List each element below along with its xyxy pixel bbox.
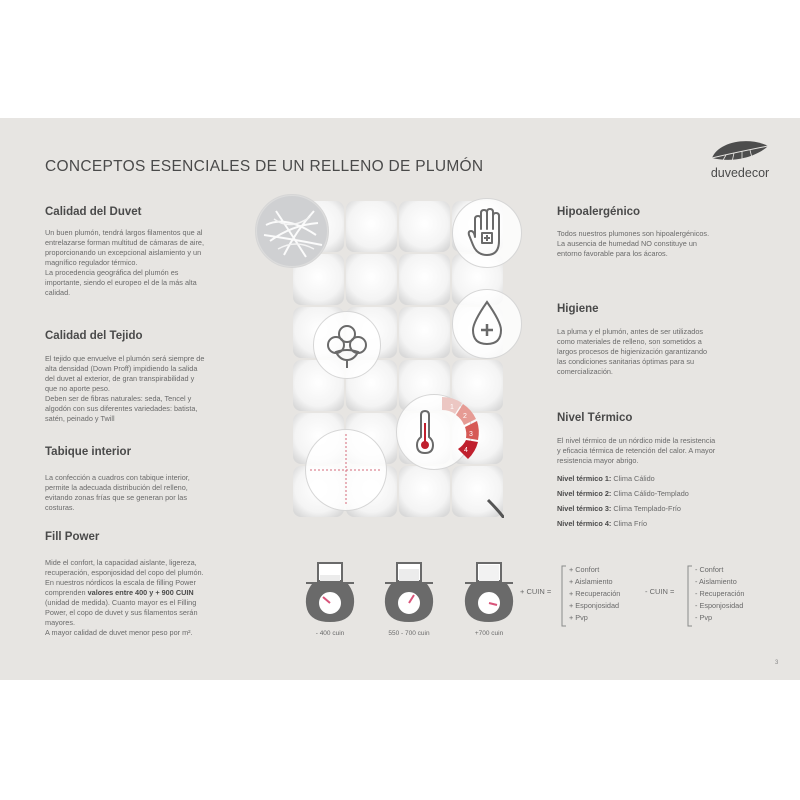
scale-icon-medium: [377, 561, 441, 633]
text-calidad-tejido: [45, 354, 260, 424]
text-nivel-termico: [557, 436, 772, 466]
text-line: evitando zonas frías que se generan por las: [45, 493, 187, 502]
list-item: + Recuperación: [569, 589, 621, 598]
text-line: satén, peinado y Twill: [45, 414, 115, 423]
text-line: La ausencia de humedad NO constituye un: [557, 239, 697, 248]
hygiene-drop-icon: [453, 290, 521, 358]
text-line: En nuestros nórdicos la escala de filling Power: [45, 578, 196, 587]
cotton-icon: [314, 312, 380, 378]
hypoallergenic-hand-icon: [453, 199, 521, 267]
text-line: mayores.: [45, 618, 76, 627]
text-line: entrelazarse forman multitud de cámaras de aire,: [45, 238, 204, 247]
text-line: resistencia mayor abrigo.: [557, 456, 639, 465]
level-label: Nivel térmico 4:: [557, 519, 612, 528]
thermal-gauge: [440, 393, 490, 468]
grid-seam-icon: [306, 430, 386, 510]
text-line: comercialización.: [557, 367, 613, 376]
text-calidad-duvet: [45, 228, 260, 298]
heading-tabique: Tabique interior: [45, 446, 132, 458]
list-item: + Confort: [569, 565, 600, 574]
page: [0, 118, 800, 680]
level-value: Clima Cálido: [613, 474, 655, 483]
text-line: [45, 588, 275, 598]
text-line: como materiales de relleno, son sometidos a: [557, 337, 702, 346]
brand-logo: [705, 136, 775, 180]
cuin-minus-list: [695, 564, 744, 624]
text-line: magnífico regulador térmico.: [45, 258, 138, 267]
level-label: Nivel térmico 3:: [557, 504, 612, 513]
scale-icon-low: [298, 561, 362, 633]
level-label: Nivel térmico 1:: [557, 474, 612, 483]
text-tabique: [45, 473, 260, 513]
text-line: El tejido que envuelve el plumón será siempre de: [45, 354, 205, 363]
feather-photo: [255, 194, 329, 268]
thermal-level-1: [557, 471, 772, 486]
text-line: alta densidad (Down Proff) impidiendo la salida: [45, 364, 198, 373]
text-line: A mayor calidad de duvet menor peso por m².: [45, 628, 193, 637]
text-line: Un buen plumón, tendrá largos filamentos que al: [45, 228, 203, 237]
text-line: calidad.: [45, 288, 71, 297]
heading-nivel-termico: Nivel Térmico: [557, 412, 633, 424]
text-bold: valores entre 400 y + 900 CUIN: [87, 588, 194, 597]
text-span: comprenden: [45, 588, 88, 597]
scale-label-high: +700 cuin: [474, 630, 504, 637]
bracket-plus: [561, 565, 567, 627]
text-line: Todos nuestros plumones son hipoalergénicos.: [557, 229, 710, 238]
list-item: + Esponjosidad: [569, 601, 620, 610]
text-line: las condiciones sanitarias óptimas para su: [557, 357, 695, 366]
thermal-level-2: [557, 486, 772, 501]
scale-label-low: - 400 cuin: [315, 630, 345, 637]
thermal-levels: [557, 471, 772, 531]
text-line: largos procesos de higienización garantizando: [557, 347, 708, 356]
text-line: que no aporte peso.: [45, 384, 110, 393]
heading-calidad-tejido: Calidad del Tejido: [45, 330, 143, 342]
cuin-plus-label: + CUIN =: [520, 587, 552, 596]
text-line: Mide el confort, la capacidad aislante, ligereza,: [45, 558, 197, 567]
bracket-minus: [687, 565, 693, 627]
text-line: permite la adecuada distribución del relleno,: [45, 483, 188, 492]
tabique-circle: [305, 429, 387, 511]
text-line: (unidad de medida). Cuanto mayor es el Filling: [45, 598, 197, 607]
duvet-cell: [399, 254, 450, 305]
text-hipoalergenico: [557, 229, 772, 259]
text-line: costuras.: [45, 503, 75, 512]
text-line: La procedencia geográfica del plumón es: [45, 268, 179, 277]
heading-fill-power: Fill Power: [45, 531, 100, 543]
heading-calidad-duvet: Calidad del Duvet: [45, 206, 142, 218]
text-line: El nivel térmico de un nórdico mide la resistencia: [557, 436, 716, 445]
text-line: y eficacia térmica de retención del calor. A mayor: [557, 446, 716, 455]
duvet-cell: [399, 201, 450, 252]
list-item: - Aislamiento: [695, 577, 737, 586]
duvet-cell: [399, 307, 450, 358]
cotton-circle: [313, 311, 381, 379]
thermal-level-3: [557, 501, 772, 516]
text-line: proporcionando un excepcional aislamiento y un: [45, 248, 202, 257]
level-value: Clima Cálido-Templado: [613, 489, 689, 498]
text-line: del duvet al exterior, de gran transpirabilidad y: [45, 374, 195, 383]
level-value: Clima Frío: [613, 519, 648, 528]
hand-circle: [452, 198, 522, 268]
gauge-number-3: 3: [469, 431, 473, 438]
list-item: + Pvp: [569, 613, 588, 622]
list-item: - Esponjosidad: [695, 601, 744, 610]
brand-name: duvedecor: [710, 166, 770, 180]
duvet-cell: [346, 201, 397, 252]
gauge-number-2: 2: [463, 413, 467, 420]
list-item: - Pvp: [695, 613, 713, 622]
text-line: La confección a cuadros con tabique interior,: [45, 473, 190, 482]
text-fill-power: [45, 558, 275, 638]
gauge-segment-4: [458, 440, 478, 459]
page-number: 3: [775, 660, 779, 666]
duvet-cell: [346, 254, 397, 305]
gauge-number-1: 1: [450, 404, 454, 411]
drop-circle: [452, 289, 522, 359]
cuin-plus-list: [569, 564, 620, 624]
text-line: La pluma y el plumón, antes de ser utilizados: [557, 327, 704, 336]
scale-label-medium: 550 - 700 cuin: [388, 630, 430, 637]
text-line: Deben ser de fibras naturales: seda, Tencel y: [45, 394, 192, 403]
gauge-number-4: 4: [464, 447, 468, 454]
text-line: recuperación, esponjosidad del copo del plumón.: [45, 568, 204, 577]
list-item: + Aislamiento: [569, 577, 613, 586]
down-feather-icon: [256, 195, 328, 267]
list-item: - Recuperación: [695, 589, 745, 598]
feather-icon: [708, 136, 772, 166]
level-label: Nivel térmico 2:: [557, 489, 612, 498]
page-title: CONCEPTOS ESENCIALES DE UN RELLENO DE PLUMÓN: [45, 158, 484, 175]
list-item: - Confort: [695, 565, 724, 574]
level-value: Clima Templado-Frío: [613, 504, 681, 513]
cuin-minus-label: - CUIN =: [645, 587, 675, 596]
duvet-cell: [399, 466, 450, 517]
text-line: entorno favorable para los ácaros.: [557, 249, 668, 258]
thermal-level-4: [557, 516, 772, 531]
text-line: Power, el copo de duvet y sus filamentos serán: [45, 608, 198, 617]
heading-higiene: Higiene: [557, 303, 599, 315]
heading-hipoalergenico: Hipoalergénico: [557, 206, 641, 218]
text-line: importante, siendo el europeo el de la más alta: [45, 278, 197, 287]
text-line: algodón con sus diferentes variedades: batista,: [45, 404, 198, 413]
scale-icon-high: [457, 561, 521, 633]
text-higiene: [557, 327, 772, 377]
